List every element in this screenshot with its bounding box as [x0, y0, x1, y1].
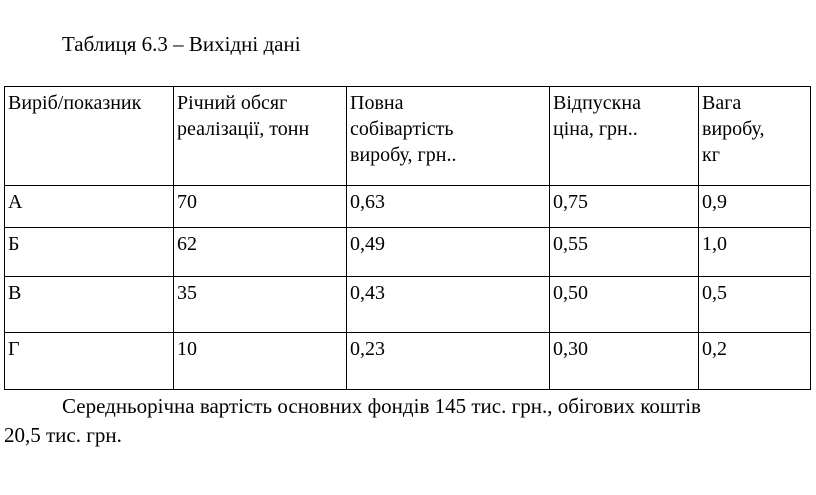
table-row	[5, 186, 811, 228]
table-caption: Таблиця 6.3 – Вихідні дані	[62, 32, 301, 56]
source-data-table	[4, 86, 811, 390]
header-product-weight: Вага виробу, кг	[699, 87, 811, 186]
cell-weight: 1,0	[699, 228, 811, 277]
cell-product: Г	[5, 333, 174, 390]
cell-volume: 62	[174, 228, 347, 277]
cell-cost: 0,23	[347, 333, 550, 390]
footer-line-2: 20,5 тис. грн.	[4, 423, 122, 447]
table-header-row	[5, 87, 811, 186]
cell-weight: 0,5	[699, 277, 811, 333]
cell-price: 0,75	[550, 186, 699, 228]
cell-price: 0,30	[550, 333, 699, 390]
header-product-indicator: Виріб/показник	[5, 87, 174, 186]
cell-volume: 35	[174, 277, 347, 333]
cell-volume: 10	[174, 333, 347, 390]
cell-weight: 0,9	[699, 186, 811, 228]
footer-line-1: Середньорічна вартість основних фондів 145 тис. грн., обігових коштів	[62, 394, 701, 418]
header-annual-sales-volume: Річний обсяг реалізації, тонн	[174, 87, 347, 186]
header-selling-price: Відпускна ціна, грн..	[550, 87, 699, 186]
footer-paragraph	[4, 392, 816, 450]
cell-product: А	[5, 186, 174, 228]
cell-volume: 70	[174, 186, 347, 228]
cell-price: 0,50	[550, 277, 699, 333]
table-row	[5, 228, 811, 277]
cell-product: Б	[5, 228, 174, 277]
cell-product: В	[5, 277, 174, 333]
cell-weight: 0,2	[699, 333, 811, 390]
cell-cost: 0,43	[347, 277, 550, 333]
cell-cost: 0,63	[347, 186, 550, 228]
table-row	[5, 333, 811, 390]
cell-cost: 0,49	[347, 228, 550, 277]
cell-price: 0,55	[550, 228, 699, 277]
header-full-cost: Повна собівартість виробу, грн..	[347, 87, 550, 186]
table-row	[5, 277, 811, 333]
